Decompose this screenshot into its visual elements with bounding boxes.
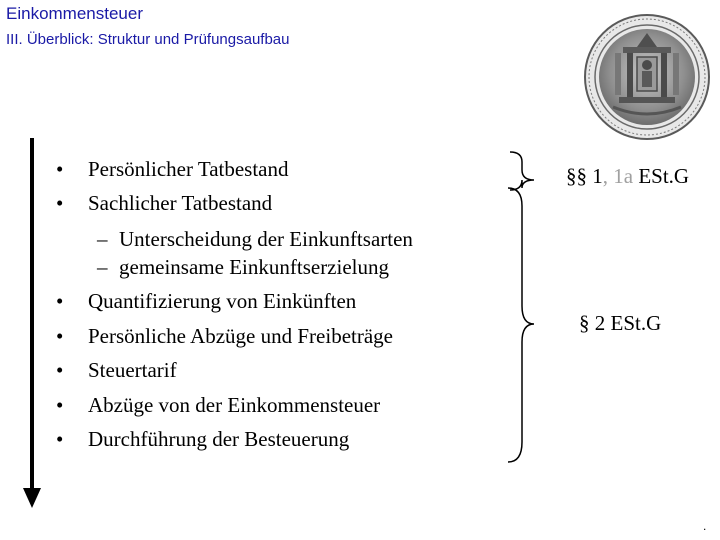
reference-highlight: 1a [608,164,634,188]
bullet-marker: • [56,289,64,313]
page-title: Einkommensteuer [6,4,144,23]
list-item-text: Durchführung der Besteuerung [88,427,350,451]
sub-list-item-text: gemeinsame Einkunftserzielung [119,255,389,279]
list-item-text: Sachlicher Tatbestand [88,191,273,215]
grouping-braces [500,140,560,470]
dash-marker: – [97,227,108,251]
list-item [56,191,273,215]
reference-suffix: ESt.G [633,164,690,188]
university-seal-icon [583,13,711,141]
list-item [56,393,381,417]
list-item-text: Abzüge von der Einkommensteuer [88,393,381,417]
bullet-marker: • [56,191,64,215]
list-item-text: Persönlicher Tatbestand [88,157,289,181]
down-arrow-icon [20,138,44,508]
bullet-marker: • [56,358,64,382]
legal-reference-1 [566,164,689,188]
list-item [56,427,350,451]
reference-separator: , [602,164,608,188]
bullet-marker: • [56,393,64,417]
sub-list-item-text: Unterscheidung der Einkunftsarten [119,227,413,251]
list-item [56,289,357,313]
sub-list-item [97,227,413,251]
footer-dot: . [703,519,707,533]
dash-marker: – [97,255,108,279]
bullet-marker: • [56,157,64,181]
list-item-text: Quantifizierung von Einkünften [88,289,357,313]
brace-material [508,188,534,462]
bullet-marker: • [56,427,64,451]
legal-reference-2: § 2 ESt.G [579,311,662,335]
list-item-text: Persönliche Abzüge und Freibeträge [88,324,393,348]
list-item-text: Steuertarif [88,358,177,382]
list-item [56,358,177,382]
page-subtitle: III. Überblick: Struktur und Prüfungsaufbau [6,31,290,48]
sub-list-item [97,255,389,279]
reference-prefix: §§ 1 [566,164,603,188]
list-item [56,324,393,348]
bullet-marker: • [56,324,64,348]
brace-personal [510,152,534,190]
list-item [56,157,289,181]
